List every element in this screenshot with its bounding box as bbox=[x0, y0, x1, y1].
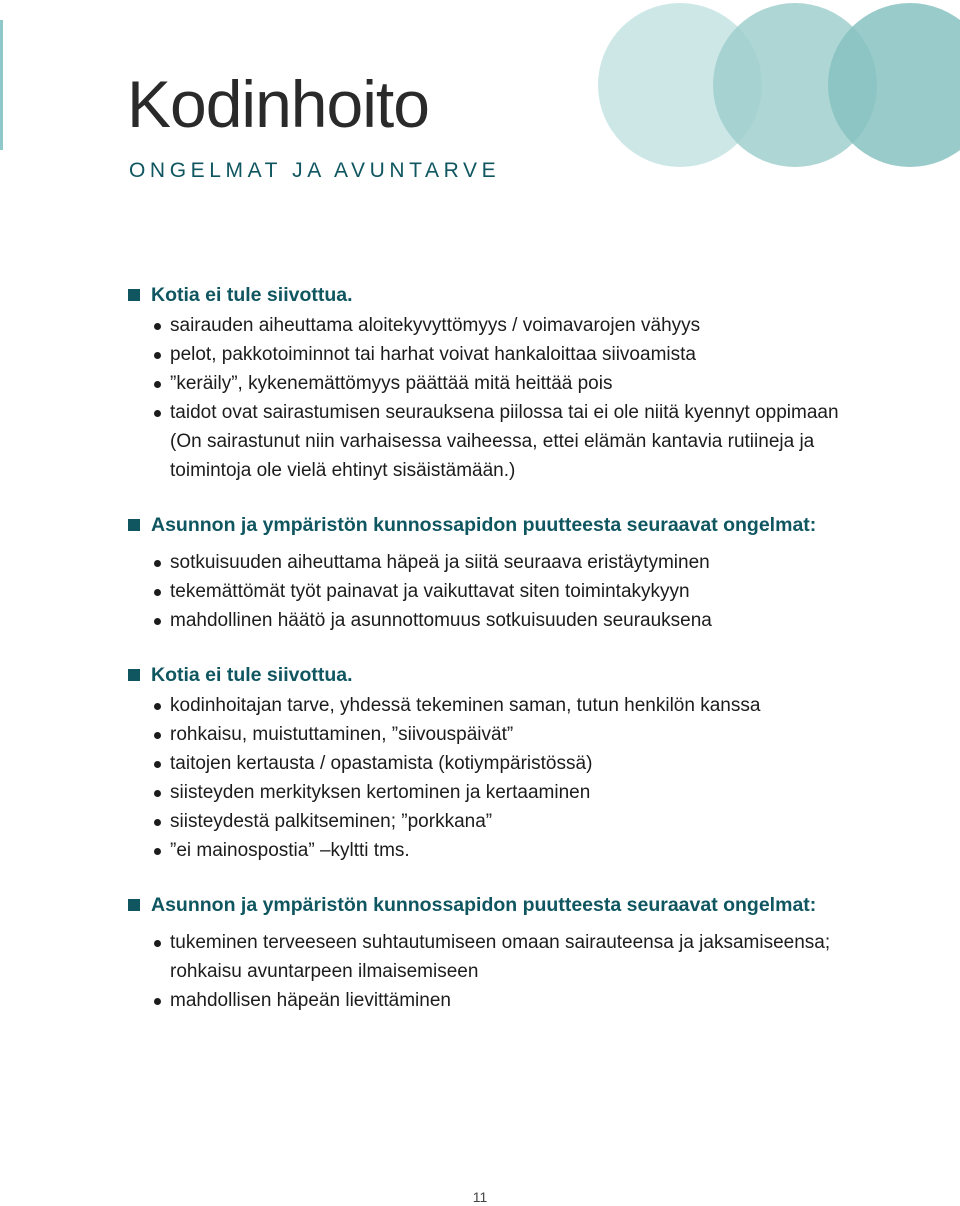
list-item-text: ”keräily”, kykenemättömyys päättää mitä heittää pois bbox=[170, 373, 613, 394]
bullet-icon bbox=[154, 410, 161, 417]
list-item-text: siisteyden merkityksen kertominen ja kertaaminen bbox=[170, 782, 591, 803]
bullet-icon bbox=[154, 940, 161, 947]
section-maintenance-problems bbox=[128, 511, 848, 635]
bullet-icon bbox=[154, 352, 161, 359]
square-icon bbox=[128, 669, 140, 681]
section-cleaning-support bbox=[128, 661, 848, 865]
bullet-icon bbox=[154, 618, 161, 625]
list-item-text: tukeminen terveeseen suhtautumiseen omaan sairauteensa ja jaksamiseensa; rohkaisu avuntarpeen ilmaisemiseen bbox=[170, 932, 831, 982]
section-heading-text: Kotia ei tule siivottua. bbox=[151, 664, 353, 686]
list-item bbox=[128, 606, 848, 635]
list-item-text: taitojen kertausta / opastamista (kotiympäristössä) bbox=[170, 753, 593, 774]
page-title: Kodinhoito bbox=[127, 67, 429, 141]
list-item bbox=[128, 340, 848, 369]
page-subtitle: ONGELMAT JA AVUNTARVE bbox=[129, 159, 501, 182]
section-heading bbox=[128, 511, 848, 539]
list-item-text: taidot ovat sairastumisen seurauksena piilossa tai ei ole niitä kyennyt oppimaan (On sairastunut niin varhaisessa vaiheessa, ettei elämän kantavia rutiineja ja toimintoja ole vielä ehtinyt sisäistämään.) bbox=[170, 402, 839, 481]
list-item-text: rohkaisu, muistuttaminen, ”siivouspäivät” bbox=[170, 724, 514, 745]
bullet-list bbox=[128, 311, 848, 485]
list-item-text: siisteydestä palkitseminen; ”porkkana” bbox=[170, 811, 493, 832]
section-heading bbox=[128, 281, 848, 309]
bullet-icon bbox=[154, 732, 161, 739]
list-item bbox=[128, 807, 848, 836]
page-number: 11 bbox=[472, 1189, 488, 1205]
bullet-icon bbox=[154, 819, 161, 826]
bullet-icon bbox=[154, 703, 161, 710]
section-heading-text: Asunnon ja ympäristön kunnossapidon puutteesta seuraavat ongelmat: bbox=[151, 514, 817, 536]
bullet-icon bbox=[154, 589, 161, 596]
list-item bbox=[128, 577, 848, 606]
section-heading bbox=[128, 891, 848, 919]
content-area bbox=[128, 281, 848, 1015]
bullet-icon bbox=[154, 761, 161, 768]
section-cleaning-problems bbox=[128, 281, 848, 485]
list-item-text: tekemättömät työt painavat ja vaikuttavat siten toimintakykyyn bbox=[170, 581, 690, 602]
bullet-icon bbox=[154, 323, 161, 330]
list-item bbox=[128, 548, 848, 577]
square-icon bbox=[128, 289, 140, 301]
list-item bbox=[128, 369, 848, 398]
section-heading bbox=[128, 661, 848, 689]
list-item bbox=[128, 720, 848, 749]
list-item-text: sairauden aiheuttama aloitekyvyttömyys / voimavarojen vähyys bbox=[170, 315, 701, 336]
list-item bbox=[128, 778, 848, 807]
list-item bbox=[128, 398, 848, 485]
section-maintenance-support bbox=[128, 891, 848, 1015]
list-item bbox=[128, 691, 848, 720]
bullet-icon bbox=[154, 790, 161, 797]
list-item bbox=[128, 311, 848, 340]
list-item bbox=[128, 928, 848, 986]
section-heading-text: Asunnon ja ympäristön kunnossapidon puutteesta seuraavat ongelmat: bbox=[151, 894, 817, 916]
list-item bbox=[128, 836, 848, 865]
bullet-list bbox=[128, 928, 848, 1015]
list-item-text: mahdollisen häpeän lievittäminen bbox=[170, 990, 451, 1011]
list-item-text: pelot, pakkotoiminnot tai harhat voivat hankaloittaa siivoamista bbox=[170, 344, 696, 365]
list-item bbox=[128, 749, 848, 778]
section-heading-text: Kotia ei tule siivottua. bbox=[151, 284, 353, 306]
list-item-text: sotkuisuuden aiheuttama häpeä ja siitä seuraava eristäytyminen bbox=[170, 552, 710, 573]
square-icon bbox=[128, 519, 140, 531]
square-icon bbox=[128, 899, 140, 911]
list-item bbox=[128, 986, 848, 1015]
bullet-icon bbox=[154, 381, 161, 388]
bullet-list bbox=[128, 548, 848, 635]
bullet-icon bbox=[154, 998, 161, 1005]
bullet-icon bbox=[154, 848, 161, 855]
list-item-text: mahdollinen häätö ja asunnottomuus sotkuisuuden seurauksena bbox=[170, 610, 712, 631]
bullet-icon bbox=[154, 560, 161, 567]
list-item-text: ”ei mainospostia” –kyltti tms. bbox=[170, 840, 410, 861]
list-item-text: kodinhoitajan tarve, yhdessä tekeminen saman, tutun henkilön kanssa bbox=[170, 695, 761, 716]
bullet-list bbox=[128, 691, 848, 865]
